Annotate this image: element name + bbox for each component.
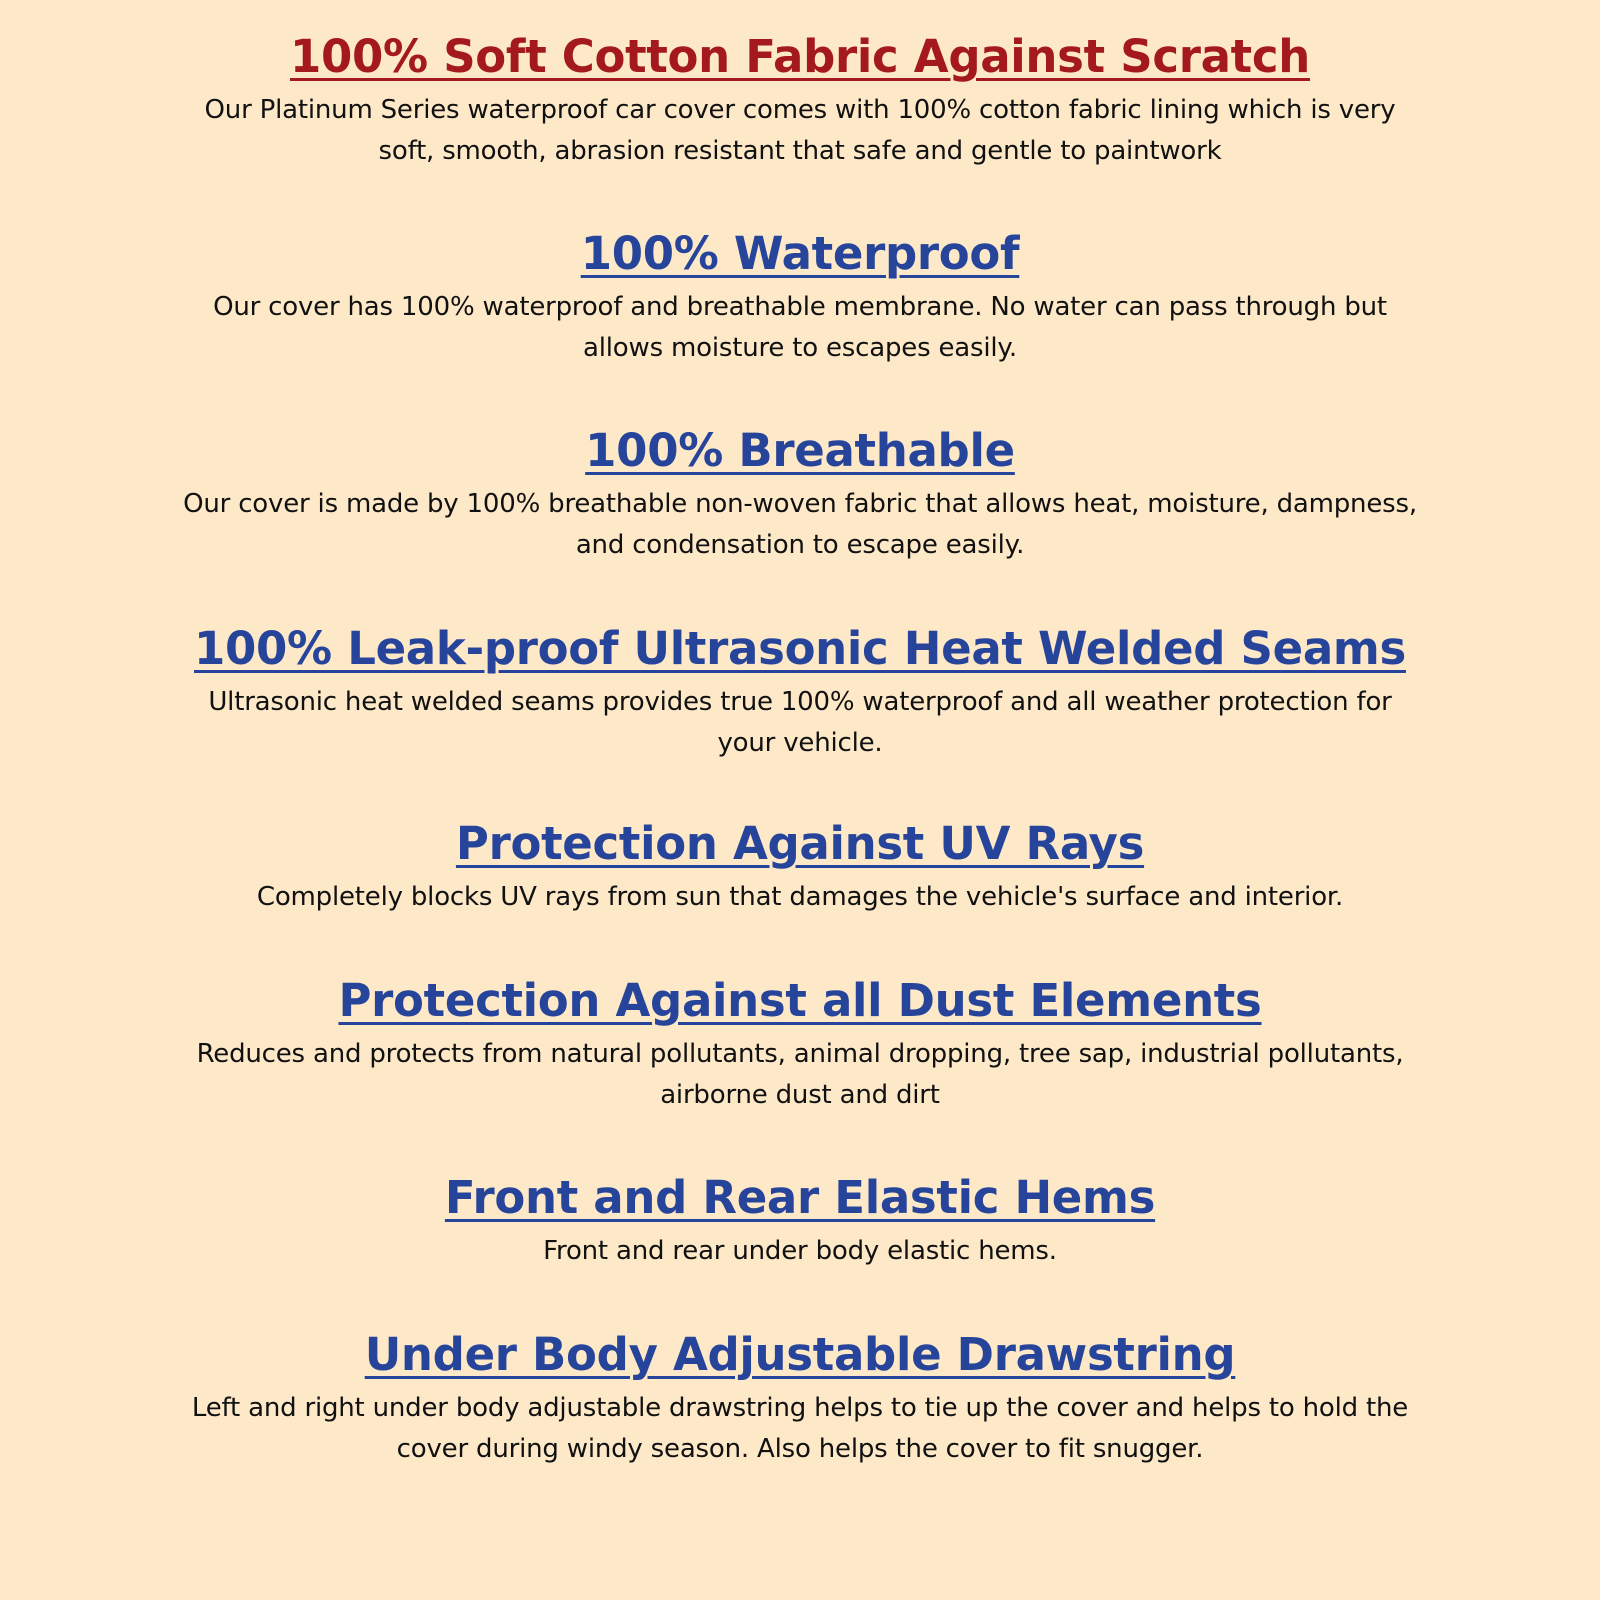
feature-description-dust — [150, 1034, 1450, 1116]
feature-section-drawstring — [150, 1326, 1450, 1470]
feature-section-cotton — [150, 28, 1450, 172]
feature-heading-cotton[interactable]: 100% Soft Cotton Fabric Against Scratch — [290, 30, 1310, 83]
feature-description-line: cover during windy season. Also helps the cover to fit snugger. — [396, 1434, 1204, 1464]
feature-description-line: soft, smooth, abrasion resistant that safe and gentle to paintwork — [378, 136, 1222, 166]
feature-section-dust — [150, 972, 1450, 1116]
feature-description-line: Ultrasonic heat welded seams provides true 100% waterproof and all weather protection for — [208, 687, 1392, 717]
feature-heading-breathable[interactable]: 100% Breathable — [585, 424, 1015, 477]
feature-description-line: Left and right under body adjustable drawstring helps to tie up the cover and helps to hold the — [191, 1393, 1409, 1423]
feature-description-line: Our cover has 100% waterproof and breathable membrane. No water can pass through but — [213, 292, 1387, 322]
feature-description-drawstring — [150, 1388, 1450, 1470]
feature-heading-drawstring[interactable]: Under Body Adjustable Drawstring — [364, 1328, 1236, 1381]
feature-heading-hems[interactable]: Front and Rear Elastic Hems — [444, 1171, 1156, 1224]
feature-description-line: Reduces and protects from natural pollutants, animal dropping, tree sap, industrial pollutants, — [196, 1039, 1404, 1069]
feature-description-hems — [150, 1231, 1450, 1272]
feature-description-cotton — [150, 90, 1450, 172]
feature-section-hems — [150, 1169, 1450, 1272]
feature-description-line: allows moisture to escapes easily. — [583, 333, 1017, 363]
feature-section-waterproof — [150, 225, 1450, 369]
feature-description-line: Our cover is made by 100% breathable non-woven fabric that allows heat, moisture, dampness, — [183, 489, 1417, 519]
feature-heading-seams[interactable]: 100% Leak-proof Ultrasonic Heat Welded Seams — [194, 622, 1406, 675]
feature-description-line: Front and rear under body elastic hems. — [543, 1236, 1057, 1266]
feature-heading-dust[interactable]: Protection Against all Dust Elements — [338, 974, 1262, 1027]
feature-description-line: your vehicle. — [717, 728, 883, 758]
feature-description-uv — [150, 877, 1450, 918]
feature-description-waterproof — [150, 287, 1450, 369]
feature-description-line: and condensation to escape easily. — [575, 530, 1025, 560]
feature-section-seams — [150, 620, 1450, 764]
feature-description-line: airborne dust and dirt — [660, 1080, 940, 1110]
feature-section-uv — [150, 815, 1450, 918]
feature-heading-uv[interactable]: Protection Against UV Rays — [455, 817, 1145, 870]
feature-description-seams — [150, 682, 1450, 764]
feature-description-line: Our Platinum Series waterproof car cover comes with 100% cotton fabric lining which is very — [204, 95, 1396, 125]
feature-description-breathable — [150, 484, 1450, 566]
feature-description-line: Completely blocks UV rays from sun that damages the vehicle's surface and interior. — [256, 882, 1344, 912]
feature-section-breathable — [150, 422, 1450, 566]
feature-heading-waterproof[interactable]: 100% Waterproof — [580, 227, 1020, 280]
